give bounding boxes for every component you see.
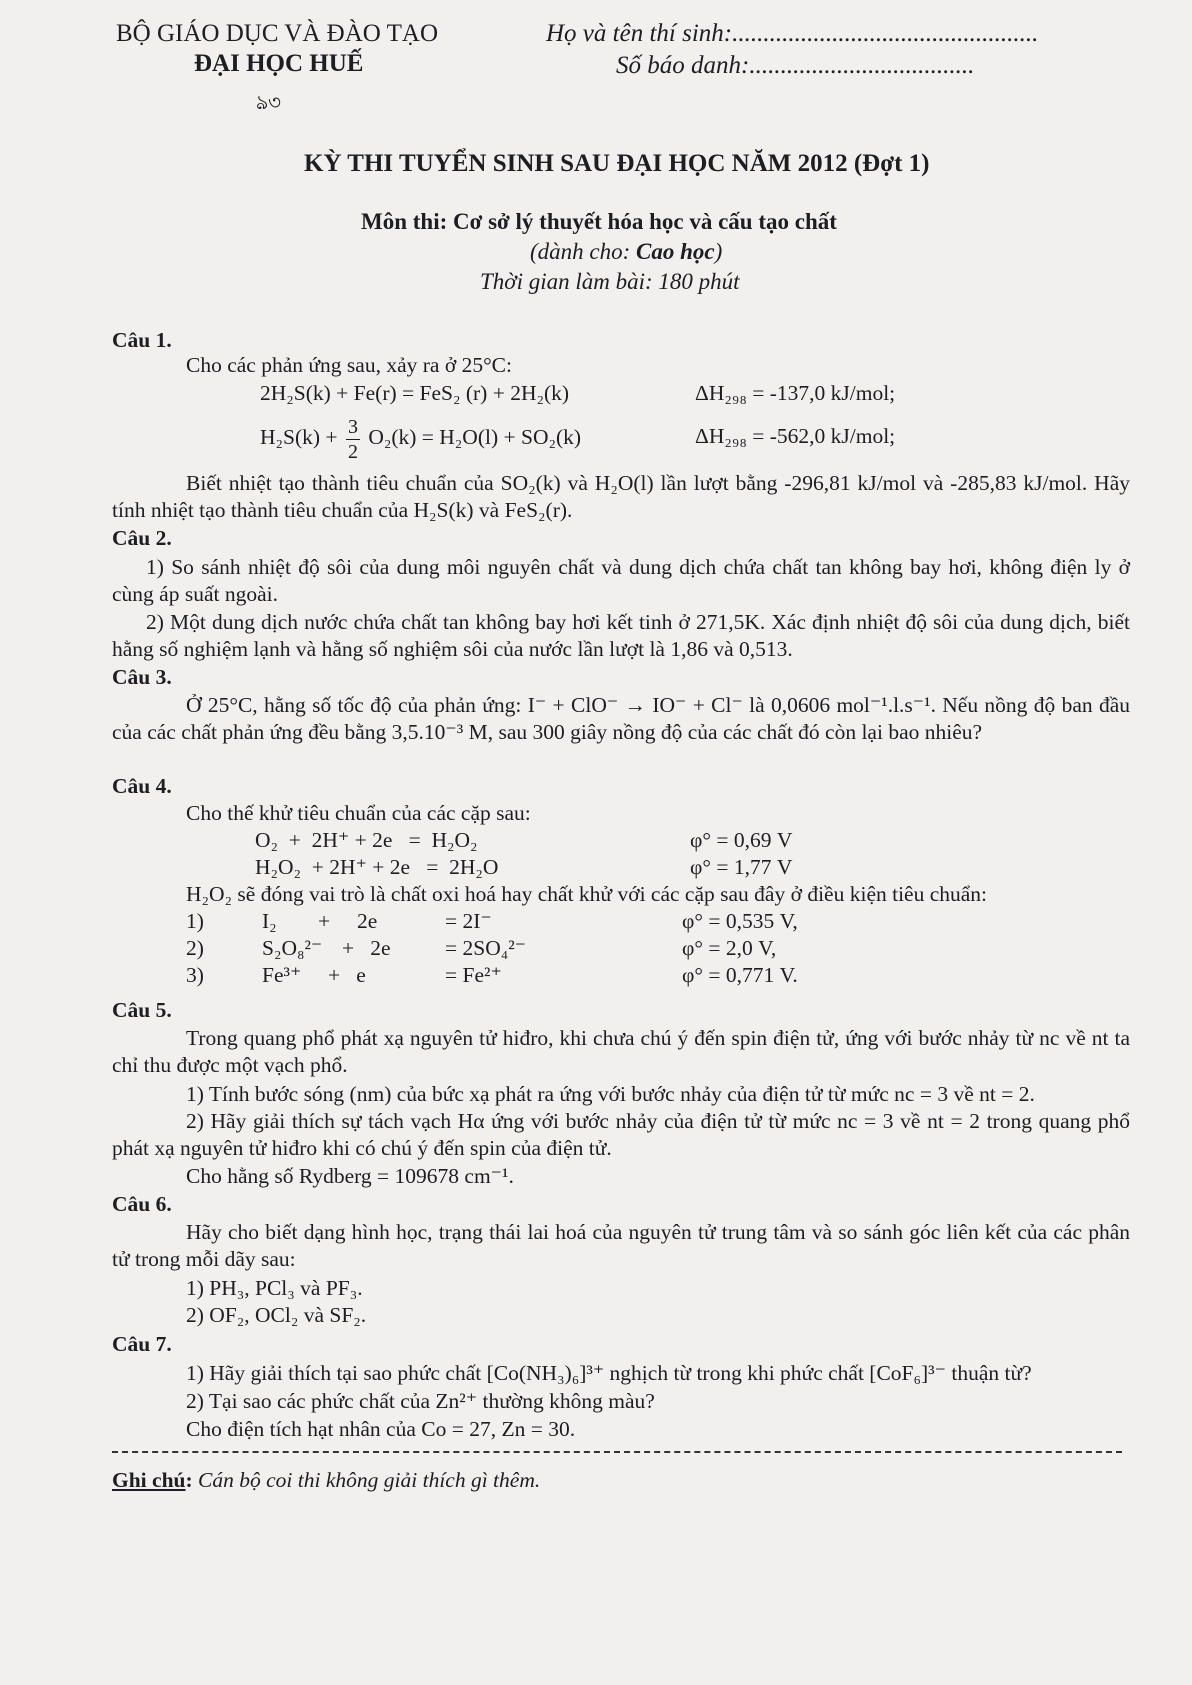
question-1-text: Biết nhiệt tạo thành tiêu chuẩn của SO₂(k) và H₂O(l) lần lượt bằng -296,81 kJ/mol và -285,83 kJ/mol. Hãy tính nhiệt tạo thành tiêu chuẩn của H₂S(k) và FeS₂(r). [112, 471, 1130, 522]
question-2-part-1: 1) So sánh nhiệt độ sôi của dung môi nguyên chất và dung dịch chứa chất tan không bay hơi, không điện ly ở cùng áp suất ngoài. [112, 555, 1130, 606]
reaction-1-enthalpy: ΔH₂₉₈ = -137,0 kJ/mol; [695, 381, 896, 405]
reaction-2: H₂S(k) + $\frac{3}{2}$ O₂(k) = H₂O(l) + SO₂(k) [260, 415, 582, 463]
exam-duration: Thời gian làm bài: 180 phút [480, 269, 740, 294]
candidate-name-field: Họ và tên thí sinh:................................................. [546, 20, 1039, 47]
item-3-left: Fe³⁺ [262, 963, 302, 987]
question-4-intro: Cho thế khử tiêu chuẩn của các cặp sau: [186, 801, 531, 825]
ornament-divider: ঌ৩ [256, 90, 282, 114]
question-4-question: H₂O₂ sẽ đóng vai trò là chất oxi hoá hay chất khử với các cặp sau đây ở điều kiện tiêu chuẩn: [186, 882, 988, 906]
question-5-intro: Trong quang phổ phát xạ nguyên tử hiđro, khi chưa chú ý đến spin điện tử, ứng với bước nhảy từ nc về nt ta chỉ thu được một vạch phổ. [112, 1026, 1130, 1077]
item-1-number: 1) [186, 909, 204, 933]
exam-subject: Môn thi: Cơ sở lý thuyết hóa học và cấu tạo chất [361, 209, 837, 234]
reaction-1: 2H₂S(k) + Fe(r) = FeS₂ (r) + 2H₂(k) [260, 381, 570, 405]
question-5-constant: Cho hằng số Rydberg = 109678 cm⁻¹. [186, 1164, 514, 1188]
exam-title: KỲ THI TUYỂN SINH SAU ĐẠI HỌC NĂM 2012 (Đợt 1) [304, 150, 930, 177]
question-2-part-2: 2) Một dung dịch nước chứa chất tan không bay hơi kết tinh ở 271,5K. Xác định nhiệt độ sôi của dung dịch, biết hằng số nghiệm lạnh và hằng số nghiệm sôi của nước lần lượt là 1,86 và 0,513. [112, 610, 1130, 661]
question-7-label: Câu 7. [112, 1332, 172, 1356]
question-4-label: Câu 4. [112, 774, 172, 798]
university-name: ĐẠI HỌC HUẾ [194, 50, 364, 77]
question-1-intro: Cho các phản ứng sau, xảy ra ở 25°C: [186, 353, 512, 377]
exam-audience: (dành cho: Cao học) [530, 239, 723, 264]
exam-note: Ghi chú: Cán bộ coi thi không giải thích gì thêm. [112, 1468, 541, 1492]
item-1-left: I₂ [262, 909, 277, 933]
item-3-number: 3) [186, 963, 204, 987]
redox-pair-1-potential: φ° = 0,69 V [690, 828, 793, 852]
item-1-mid: + 2e [318, 909, 378, 933]
item-1-right: = 2I⁻ [445, 909, 492, 933]
fraction-three-halves: $\frac{3}{2}$ [347, 415, 358, 463]
question-7-part-2: 2) Tại sao các phức chất của Zn²⁺ thường không màu? [186, 1389, 655, 1413]
question-6-intro: Hãy cho biết dạng hình học, trạng thái lai hoá của nguyên tử trung tâm và so sánh góc liên kết của các phân tử trong mỗi dãy sau: [112, 1220, 1130, 1271]
redox-pair-2: H₂O₂ + 2H⁺ + 2e = 2H₂O [255, 855, 499, 879]
item-2-number: 2) [186, 936, 204, 960]
item-2-mid: + 2e [342, 936, 391, 960]
question-7-part-1: 1) Hãy giải thích tại sao phức chất [Co(NH₃)₆]³⁺ nghịch từ trong khi phức chất [CoF₆]³⁻ thuận từ? [186, 1361, 1032, 1385]
item-3-mid: + e [328, 963, 366, 987]
question-6-part-2: 2) OF₂, OCl₂ và SF₂. [186, 1303, 367, 1327]
question-6-label: Câu 6. [112, 1192, 172, 1216]
item-2-potential: φ° = 2,0 V, [682, 936, 777, 960]
item-2-left: S₂O₈²⁻ [262, 936, 323, 960]
question-1-label: Câu 1. [112, 328, 172, 352]
question-3-text: Ở 25°C, hằng số tốc độ của phản ứng: I⁻ + ClO⁻ → IO⁻ + Cl⁻ là 0,0606 mol⁻¹.l.s⁻¹. Nếu nồng độ ban đầu của các chất phản ứng đều bằng 3,5.10⁻³ M, sau 300 giây nồng độ của các chất đó còn lại bao nhiêu? [112, 693, 1130, 744]
question-2-label: Câu 2. [112, 526, 172, 550]
redox-pair-2-potential: φ° = 1,77 V [690, 855, 793, 879]
question-5-part-1: 1) Tính bước sóng (nm) của bức xạ phát ra ứng với bước nhảy của điện tử từ mức nc = 3 về nt = 2. [186, 1082, 1035, 1106]
question-6-part-1: 1) PH₃, PCl₃ và PF₃. [186, 1276, 363, 1300]
item-3-right: = Fe²⁺ [445, 963, 502, 987]
item-2-right: = 2SO₄²⁻ [445, 936, 527, 960]
item-1-potential: φ° = 0,535 V, [682, 909, 798, 933]
redox-pair-1: O₂ + 2H⁺ + 2e = H₂O₂ [255, 828, 478, 852]
dashed-divider [112, 1451, 1122, 1453]
question-5-label: Câu 5. [112, 998, 172, 1022]
question-7-constant: Cho điện tích hạt nhân của Co = 27, Zn = 30. [186, 1417, 576, 1441]
reaction-2-enthalpy: ΔH₂₉₈ = -562,0 kJ/mol; [695, 424, 896, 448]
question-5-part-2: 2) Hãy giải thích sự tách vạch Hα ứng với bước nhảy của điện tử từ mức nc = 3 về nt = 2 trong quang phổ phát xạ nguyên tử hiđro khi có chú ý đến spin của điện tử. [112, 1109, 1130, 1160]
item-3-potential: φ° = 0,771 V. [682, 963, 798, 987]
ministry-name: BỘ GIÁO DỤC VÀ ĐÀO TẠO [116, 20, 438, 47]
question-3-label: Câu 3. [112, 665, 172, 689]
candidate-id-field: Số báo danh:.................................... [616, 52, 975, 79]
